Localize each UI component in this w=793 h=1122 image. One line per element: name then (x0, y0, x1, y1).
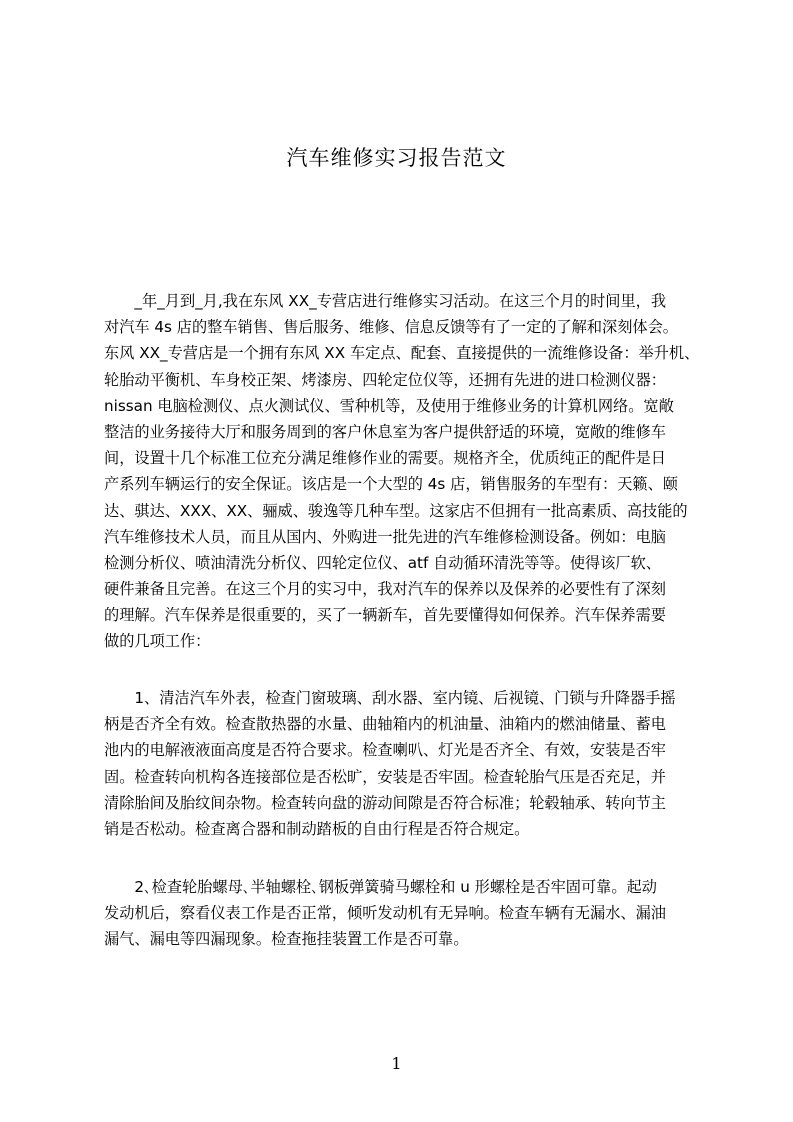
text-line: 对汽车 4s 店的整车销售、售后服务、维修、信息反馈等有了一定的了解和深刻体会。 (104, 318, 678, 337)
text-line: 清除胎间及胎纹间杂物。检查转向盘的游动间隙是否符合标准；轮毂轴承、转向节主 (104, 793, 666, 812)
text-line: 硬件兼备且完善。在这三个月的实习中，我对汽车的保养以及保养的必要性有了深刻 (104, 580, 666, 599)
text-line: 固。检查转向机构各连接部位是否松旷，安装是否牢固。检查轮胎气压是否充足，并 (104, 767, 666, 786)
text-line: _年_月到_月,我在东风 XX_专营店进行维修实习活动。在这三个月的时间里，我 (104, 292, 667, 310)
text-line: 做的几项工作： (104, 632, 211, 651)
text-line: 池内的电解液液面高度是否符合要求。检查喇叭、灯光是否齐全、有效，安装是否牢 (104, 741, 666, 760)
text-line: 达、骐达、XXX、XX、骊威、骏逸等几种车型。这家店不但拥有一批高素质、高技能的 (104, 501, 688, 520)
text-line: 1、清洁汽车外表，检查门窗玻璃、刮水器、室内镜、后视镜、门锁与升降器手摇 (104, 689, 676, 707)
text-line: 的理解。汽车保养是很重要的，买了一辆新车，首先要懂得如何保养。汽车保养需要 (104, 606, 666, 625)
text-line: 轮胎动平衡机、车身校正架、烤漆房、四轮定位仪等，还拥有先进的进口检测仪器： (104, 370, 666, 389)
document-title: 汽车维修实习报告范文 (286, 146, 507, 170)
text-line: 2､检查轮胎螺母､半轴螺栓､钢板弹簧骑马螺栓和 u 形螺栓是否牢固可靠。起动 (104, 878, 657, 896)
text-line: 柄是否齐全有效。检查散热器的水量、曲轴箱内的机油量、油箱内的燃油储量、蓄电 (104, 715, 666, 734)
text-line: 销是否松动。检查离合器和制动踏板的自由行程是否符合规定。 (104, 819, 530, 838)
page-number: 1 (391, 1054, 402, 1073)
text-line: 汽车维修技术人员，而且从国内、外购进一批先进的汽车维修检测设备。例如：电脑 (104, 527, 666, 546)
text-line: nissan 电脑检测仪、点火测试仪、雪种机等，及使用于维修业务的计算机网络。宽敞 (104, 396, 674, 415)
paragraph-item-2 (104, 874, 700, 953)
text-line: 检测分析仪、喷油清洗分析仪、四轮定位仪、atf 自动循环清洗等等。使得该厂软、 (104, 553, 661, 572)
text-line: 发动机后，察看仪表工作是否正常，倾听发动机有无异响。检查车辆有无漏水、漏油 (104, 904, 666, 923)
text-line: 间，设置十几个标准工位充分满足维修作业的需要。规格齐全，优质纯正的配件是日 (104, 449, 666, 468)
text-line: 产系列车辆运行的安全保证。该店是一个大型的 4s 店，销售服务的车型有：天籁、颐 (104, 475, 678, 494)
paragraph-intro (104, 288, 700, 655)
text-line: 整洁的业务接待大厅和服务周到的客户休息室为客户提供舒适的环境，宽敞的维修车 (104, 422, 666, 441)
text-line: 漏气、漏电等四漏现象。检查拖挂装置工作是否可靠。 (104, 930, 469, 949)
paragraph-item-1 (104, 685, 700, 842)
text-line: 东风 XX_专营店是一个拥有东风 XX 车定点、配套、直接提供的一流维修设备：举升机、 (104, 344, 700, 363)
